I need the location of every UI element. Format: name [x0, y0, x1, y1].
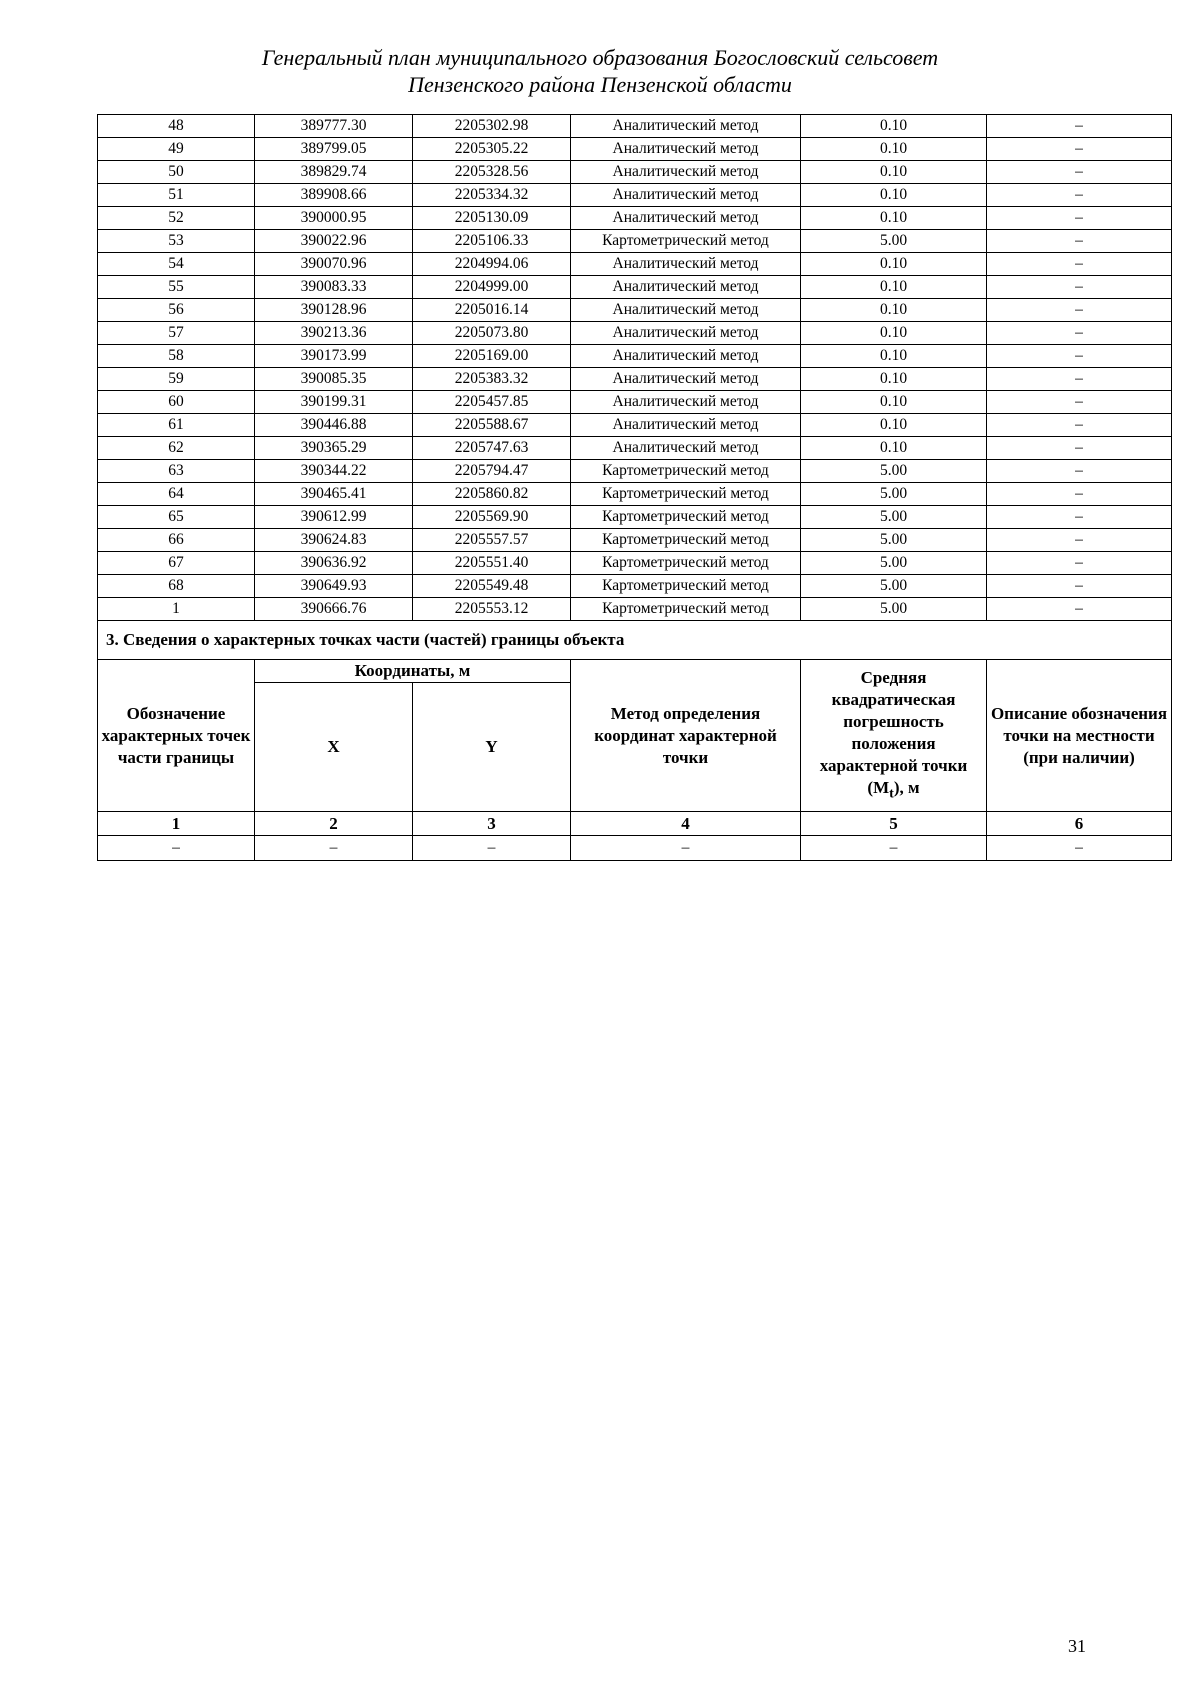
header-line-2: Пензенского района Пензенской области: [408, 72, 792, 97]
table-cell: Аналитический метод: [571, 138, 801, 161]
table-cell: 2205794.47: [413, 460, 571, 483]
col-y-header: Y: [413, 683, 571, 812]
table-cell: 390085.35: [255, 368, 413, 391]
table-cell: 2205549.48: [413, 575, 571, 598]
table-cell: 0.10: [801, 322, 987, 345]
table-row: [98, 437, 1172, 460]
table-cell: 0.10: [801, 299, 987, 322]
column-number: 6: [987, 812, 1172, 836]
table-cell: Аналитический метод: [571, 276, 801, 299]
table-cell: –: [987, 391, 1172, 414]
table-cell: 2205860.82: [413, 483, 571, 506]
table-cell: –: [987, 460, 1172, 483]
table-row: [98, 414, 1172, 437]
table-cell: Картометрический метод: [571, 460, 801, 483]
table-cell: 389829.74: [255, 161, 413, 184]
table-cell: 2204999.00: [413, 276, 571, 299]
table-cell: –: [987, 529, 1172, 552]
table-row: [98, 230, 1172, 253]
table-cell: –: [413, 836, 571, 861]
table-cell: 5.00: [801, 506, 987, 529]
table-cell: Аналитический метод: [571, 299, 801, 322]
table-row: [98, 184, 1172, 207]
table-cell: 61: [98, 414, 255, 437]
col-description-header: Описание обозначения точки на местности (при наличии): [987, 660, 1172, 812]
table-cell: 390446.88: [255, 414, 413, 437]
table-cell: 390666.76: [255, 598, 413, 621]
table-cell: 5.00: [801, 598, 987, 621]
table-cell: 390000.95: [255, 207, 413, 230]
col-error-header-subscript: t: [889, 785, 894, 802]
table-cell: Аналитический метод: [571, 207, 801, 230]
col-coordinates-header: Координаты, м: [255, 660, 571, 683]
table-cell: 49: [98, 138, 255, 161]
table-cell: 66: [98, 529, 255, 552]
table-cell: –: [987, 414, 1172, 437]
table-cell: –: [987, 299, 1172, 322]
table-cell: 2205551.40: [413, 552, 571, 575]
table-cell: Аналитический метод: [571, 391, 801, 414]
table-cell: 1: [98, 598, 255, 621]
section-3-title: 3. Сведения о характерных точках части (частей) границы объекта: [98, 621, 1172, 660]
table-cell: 390612.99: [255, 506, 413, 529]
table-cell: 51: [98, 184, 255, 207]
table-cell: –: [987, 161, 1172, 184]
col-x-header: X: [255, 683, 413, 812]
table-cell: 390083.33: [255, 276, 413, 299]
table-cell: 390199.31: [255, 391, 413, 414]
table-cell: 390344.22: [255, 460, 413, 483]
col-error-header-unit: ), м: [893, 777, 920, 797]
table-cell: 56: [98, 299, 255, 322]
table-cell: 5.00: [801, 552, 987, 575]
table-cell: –: [987, 138, 1172, 161]
table-cell: 0.10: [801, 207, 987, 230]
table-row: [98, 161, 1172, 184]
table-cell: Аналитический метод: [571, 345, 801, 368]
column-number: 5: [801, 812, 987, 836]
table-cell: Картометрический метод: [571, 483, 801, 506]
table-cell: 63: [98, 460, 255, 483]
column-number: 4: [571, 812, 801, 836]
table-cell: 60: [98, 391, 255, 414]
col-error-header-text: Средняя квадратическая погрешность положения характерной точки (M: [819, 667, 968, 797]
table-cell: 58: [98, 345, 255, 368]
table-cell: Аналитический метод: [571, 253, 801, 276]
table-cell: 2205130.09: [413, 207, 571, 230]
table-cell: 2205383.32: [413, 368, 571, 391]
table-cell: –: [987, 322, 1172, 345]
table-cell: 5.00: [801, 483, 987, 506]
section-3-row: [98, 621, 1172, 660]
table-cell: Картометрический метод: [571, 230, 801, 253]
table-cell: –: [801, 836, 987, 861]
table-cell: –: [987, 483, 1172, 506]
table-row: [98, 529, 1172, 552]
table-cell: 67: [98, 552, 255, 575]
table-cell: 5.00: [801, 460, 987, 483]
table-row: [98, 115, 1172, 138]
table-row: [98, 575, 1172, 598]
table-cell: 64: [98, 483, 255, 506]
column-numbers-row: [98, 812, 1172, 836]
table-cell: 65: [98, 506, 255, 529]
table-cell: 54: [98, 253, 255, 276]
table-cell: –: [987, 253, 1172, 276]
table-cell: 390022.96: [255, 230, 413, 253]
table-cell: 0.10: [801, 184, 987, 207]
table-cell: 2205106.33: [413, 230, 571, 253]
table-cell: 390649.93: [255, 575, 413, 598]
table-cell: 5.00: [801, 575, 987, 598]
table-cell: 0.10: [801, 368, 987, 391]
table-cell: 390128.96: [255, 299, 413, 322]
table-cell: Картометрический метод: [571, 598, 801, 621]
table-cell: 390213.36: [255, 322, 413, 345]
table-cell: 48: [98, 115, 255, 138]
table-cell: 2205553.12: [413, 598, 571, 621]
table-cell: 52: [98, 207, 255, 230]
table-cell: 50: [98, 161, 255, 184]
page-number: 31: [1068, 1636, 1086, 1656]
table-cell: 5.00: [801, 529, 987, 552]
table-row: [98, 138, 1172, 161]
table-row: [98, 345, 1172, 368]
table-cell: 2205016.14: [413, 299, 571, 322]
table-cell: 389799.05: [255, 138, 413, 161]
table-cell: 2205557.57: [413, 529, 571, 552]
header-line-1: Генеральный план муниципального образования Богословский сельсовет: [261, 45, 939, 70]
col-method-header: Метод определения координат характерной точки: [571, 660, 801, 812]
table-cell: –: [987, 598, 1172, 621]
table-cell: –: [987, 368, 1172, 391]
col-designation-header: Обозначение характерных точек части границы: [98, 660, 255, 812]
table-cell: 0.10: [801, 138, 987, 161]
table-cell: 2205457.85: [413, 391, 571, 414]
table-cell: 2205302.98: [413, 115, 571, 138]
table-cell: 53: [98, 230, 255, 253]
section-3-empty-row: [98, 836, 1172, 861]
table-cell: 389908.66: [255, 184, 413, 207]
table-row: [98, 391, 1172, 414]
table-cell: 62: [98, 437, 255, 460]
table-cell: –: [987, 207, 1172, 230]
data-rows: [98, 115, 1172, 621]
table-cell: 390070.96: [255, 253, 413, 276]
table-cell: Аналитический метод: [571, 161, 801, 184]
table-cell: –: [987, 345, 1172, 368]
section-3-header-top: [98, 660, 1172, 683]
table-row: [98, 299, 1172, 322]
table-cell: 390173.99: [255, 345, 413, 368]
table-cell: 0.10: [801, 276, 987, 299]
column-number: 3: [413, 812, 571, 836]
table-cell: –: [98, 836, 255, 861]
table-row: [98, 322, 1172, 345]
table-cell: 2205305.22: [413, 138, 571, 161]
table-cell: 0.10: [801, 391, 987, 414]
table-cell: 390465.41: [255, 483, 413, 506]
table-cell: 2205747.63: [413, 437, 571, 460]
table-cell: 2205328.56: [413, 161, 571, 184]
table-row: [98, 276, 1172, 299]
table-cell: 390624.83: [255, 529, 413, 552]
table-cell: –: [987, 437, 1172, 460]
table-cell: –: [987, 836, 1172, 861]
table-cell: 2205073.80: [413, 322, 571, 345]
table-row: [98, 207, 1172, 230]
table-cell: Аналитический метод: [571, 115, 801, 138]
table-cell: –: [987, 552, 1172, 575]
table-cell: 0.10: [801, 161, 987, 184]
table-cell: 5.00: [801, 230, 987, 253]
table-row: [98, 483, 1172, 506]
table-cell: –: [987, 184, 1172, 207]
table-cell: 57: [98, 322, 255, 345]
table-cell: 0.10: [801, 414, 987, 437]
table-cell: –: [571, 836, 801, 861]
col-error-header: [801, 660, 987, 812]
table-cell: 2205588.67: [413, 414, 571, 437]
table-cell: –: [987, 115, 1172, 138]
table-row: [98, 368, 1172, 391]
table-cell: 389777.30: [255, 115, 413, 138]
table-row: [98, 253, 1172, 276]
table-cell: Картометрический метод: [571, 529, 801, 552]
table-cell: Картометрический метод: [571, 575, 801, 598]
table-cell: Аналитический метод: [571, 322, 801, 345]
table-cell: 59: [98, 368, 255, 391]
table-row: [98, 506, 1172, 529]
table-cell: Аналитический метод: [571, 184, 801, 207]
table-cell: Картометрический метод: [571, 506, 801, 529]
document-header: [0, 44, 1200, 98]
table-cell: 0.10: [801, 437, 987, 460]
column-number: 2: [255, 812, 413, 836]
table-cell: 0.10: [801, 115, 987, 138]
table-row: [98, 552, 1172, 575]
table-cell: 55: [98, 276, 255, 299]
table-cell: –: [987, 575, 1172, 598]
table-cell: Аналитический метод: [571, 368, 801, 391]
table-cell: 0.10: [801, 345, 987, 368]
table-cell: Аналитический метод: [571, 437, 801, 460]
table-cell: 68: [98, 575, 255, 598]
table-row: [98, 460, 1172, 483]
table-cell: 390636.92: [255, 552, 413, 575]
table-cell: 2205169.00: [413, 345, 571, 368]
boundary-points-table: [97, 114, 1172, 861]
table-cell: 2204994.06: [413, 253, 571, 276]
column-number: 1: [98, 812, 255, 836]
table-cell: 390365.29: [255, 437, 413, 460]
table-row: [98, 598, 1172, 621]
table-cell: –: [987, 276, 1172, 299]
table-cell: 2205334.32: [413, 184, 571, 207]
table-cell: –: [255, 836, 413, 861]
table-cell: 2205569.90: [413, 506, 571, 529]
table-cell: –: [987, 230, 1172, 253]
table-cell: 0.10: [801, 253, 987, 276]
table-cell: Картометрический метод: [571, 552, 801, 575]
table-cell: Аналитический метод: [571, 414, 801, 437]
table-cell: –: [987, 506, 1172, 529]
